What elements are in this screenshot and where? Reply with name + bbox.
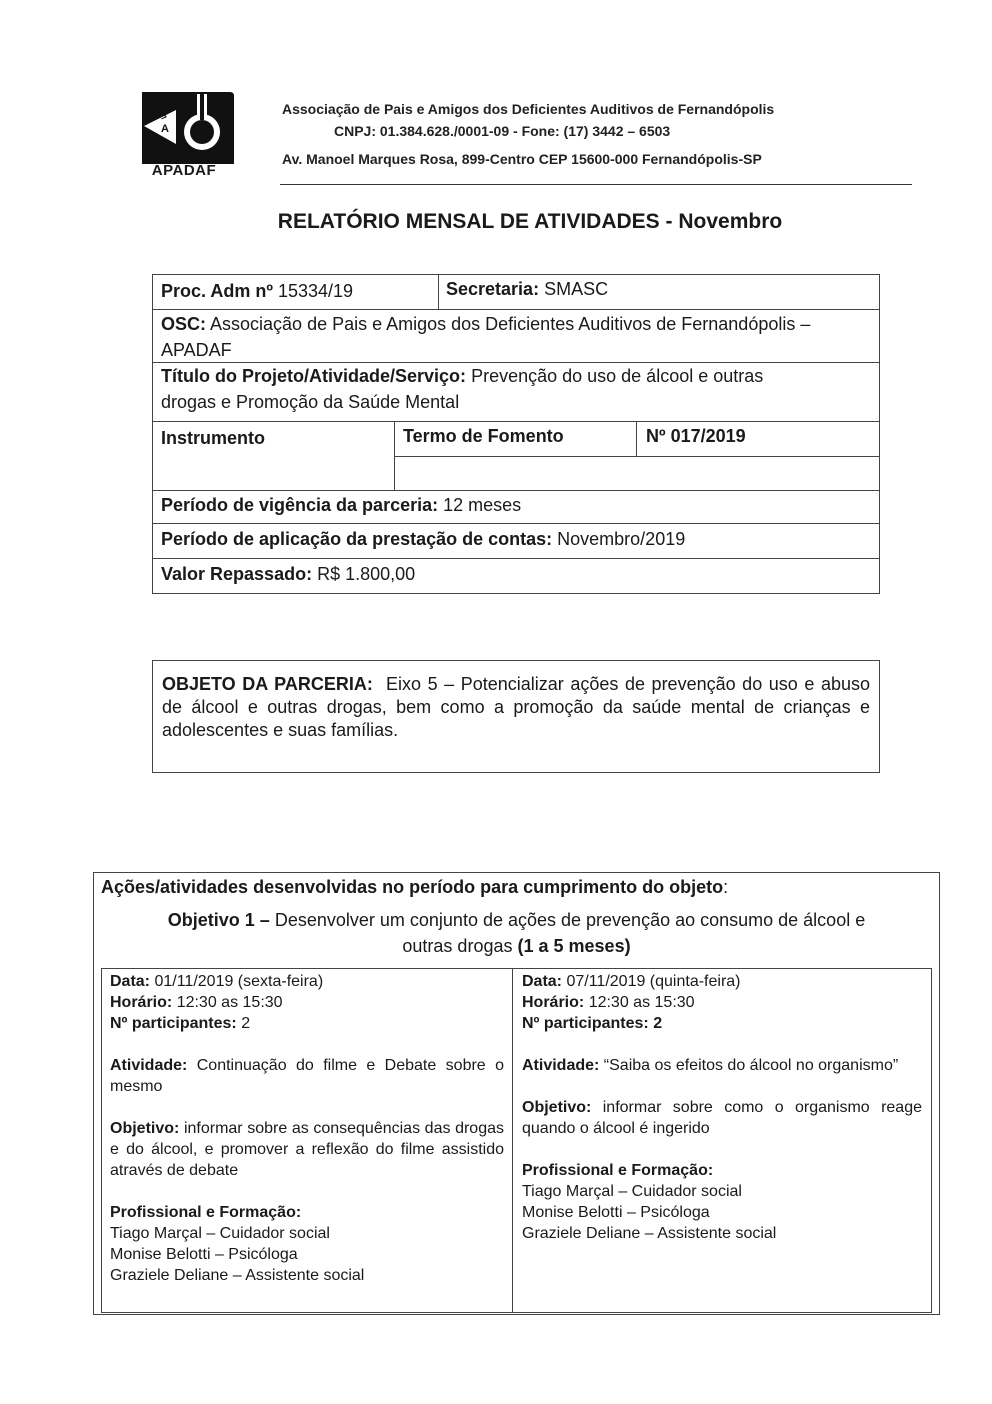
professional-2: Monise Belotti – Psicóloga: [522, 1204, 710, 1221]
vigencia-label: Período de vigência da parceria:: [161, 495, 439, 515]
aplicacao-label: Período de aplicação da prestação de contas:: [161, 529, 553, 549]
professional-3: Graziele Deliane – Assistente social: [522, 1225, 777, 1242]
valor-label: Valor Repassado:: [161, 564, 313, 584]
header-rule: [280, 184, 912, 185]
objetivo-1: [101, 907, 932, 959]
activity-date: 01/11/2019 (sexta-feira): [154, 973, 324, 990]
instrumento-label: Instrumento: [161, 428, 266, 448]
activity-professionals-label: Profissional e Formação:: [110, 1204, 302, 1221]
svg-text:A: A: [161, 123, 169, 135]
proc-cell: [161, 278, 353, 304]
titulo-label: Título do Projeto/Atividade/Serviço:: [161, 366, 467, 386]
osc-label: OSC:: [161, 314, 206, 334]
instrumento-left-border: [152, 421, 153, 491]
activity-2: [522, 971, 922, 1244]
activity-name-label: Atividade:: [522, 1057, 600, 1074]
activity-participants: 2: [653, 1015, 663, 1032]
activity-1: [110, 971, 504, 1286]
aplicacao-value: Novembro/2019: [557, 529, 686, 549]
svg-text:>: >: [161, 112, 167, 123]
activity-time-label: Horário:: [522, 994, 585, 1011]
titulo-cell: [161, 363, 763, 415]
activity-participants-label: Nº participantes:: [522, 1015, 649, 1032]
cnpj-line: CNPJ: 01.384.628./0001-09 - Fone: (17) 3442 – 6503: [334, 123, 671, 139]
objetivo-1-label: Objetivo 1 –: [167, 910, 270, 930]
activity-name: Continuação do filme e Debate sobre o mesmo: [110, 1057, 504, 1095]
objetivo-1-period: (1 a 5 meses): [517, 936, 631, 956]
address-line: Av. Manoel Marques Rosa, 899-Centro CEP 15600-000 Fernandópolis-SP: [282, 151, 762, 167]
objetivo-1-line2: outras drogas: [402, 936, 513, 956]
activity-time-label: Horário:: [110, 994, 173, 1011]
activity-name-label: Atividade:: [110, 1057, 188, 1074]
aplicacao-cell: [161, 526, 685, 552]
professional-2: Monise Belotti – Psicóloga: [110, 1246, 298, 1263]
titulo-value-line1: Prevenção do uso de álcool e outras: [471, 366, 764, 386]
logo-text: APADAF: [151, 162, 217, 179]
activity-objective: informar sobre as consequências das drogas e do álcool, e promover a reflexão do filme assistido através de debate: [110, 1120, 504, 1179]
numero-label: Nº 017/2019: [646, 426, 746, 446]
document-title: RELATÓRIO MENSAL DE ATIVIDADES - Novembro: [277, 210, 783, 233]
objeto-text: [162, 673, 870, 742]
secretaria-value: SMASC: [544, 279, 609, 299]
secretaria-cell: [446, 276, 608, 302]
vigencia-value: 12 meses: [443, 495, 522, 515]
activity-participants: 2: [241, 1015, 251, 1032]
activity-date-label: Data:: [110, 973, 151, 990]
acoes-heading-colon: :: [723, 877, 729, 897]
objeto-label: OBJETO DA PARCERIA:: [162, 674, 373, 694]
proc-value: 15334/19: [277, 281, 354, 301]
activity-professionals-label: Profissional e Formação:: [522, 1162, 714, 1179]
proc-divider: [438, 274, 439, 310]
termo-divider: [636, 421, 637, 457]
osc-value-line1: Associação de Pais e Amigos dos Deficientes Auditivos de Fernandópolis –: [210, 314, 811, 334]
activity-participants-label: Nº participantes:: [110, 1015, 237, 1032]
osc-value-line2: APADAF: [161, 340, 232, 360]
activity-objective: informar sobre como o organismo reage quando o álcool é ingerido: [522, 1099, 922, 1137]
professional-1: Tiago Marçal – Cuidador social: [522, 1183, 742, 1200]
valor-cell: [161, 561, 415, 587]
activity-objective-label: Objetivo:: [522, 1099, 592, 1116]
activity-date-label: Data:: [522, 973, 563, 990]
objetivo-1-line1: Desenvolver um conjunto de ações de prevenção ao consumo de álcool e: [274, 910, 866, 930]
acoes-heading: [101, 875, 728, 899]
activity-name: “Saiba os efeitos do álcool no organismo”: [603, 1057, 899, 1074]
objeto-value: Eixo 5 – Potencializar ações de prevenção do uso e abuso de álcool e outras drogas, bem como a promoção da saúde mental de crianças e adolescentes e suas famílias.: [162, 674, 870, 740]
activities-divider: [512, 968, 513, 1313]
vigencia-cell: [161, 492, 521, 518]
org-name: Associação de Pais e Amigos dos Deficientes Auditivos de Fernandópolis: [282, 101, 775, 117]
professional-1: Tiago Marçal – Cuidador social: [110, 1225, 330, 1242]
acoes-heading-text: Ações/atividades desenvolvidas no período para cumprimento do objeto: [101, 877, 724, 897]
termo-empty-cell: [394, 456, 880, 491]
activity-time: 12:30 as 15:30: [588, 994, 695, 1011]
osc-cell: [161, 311, 810, 363]
proc-label: Proc. Adm nº: [161, 281, 273, 301]
activity-time: 12:30 as 15:30: [176, 994, 283, 1011]
titulo-value-line2: drogas e Promoção da Saúde Mental: [161, 392, 460, 412]
professional-3: Graziele Deliane – Assistente social: [110, 1267, 365, 1284]
secretaria-label: Secretaria:: [446, 279, 540, 299]
activity-objective-label: Objetivo:: [110, 1120, 180, 1137]
activity-date: 07/11/2019 (quinta-feira): [566, 973, 741, 990]
valor-value: R$ 1.800,00: [317, 564, 416, 584]
termo-label: Termo de Fomento: [403, 426, 564, 446]
